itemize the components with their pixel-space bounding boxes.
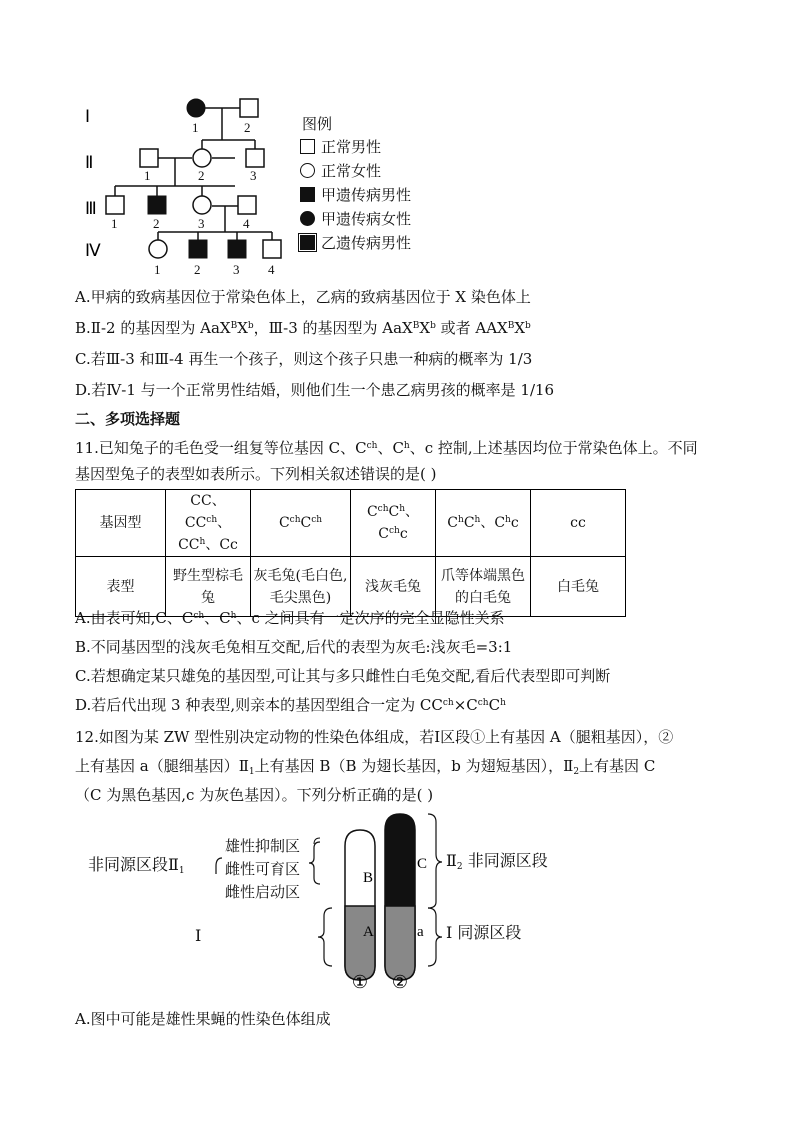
svg-text:2: 2 <box>153 216 160 231</box>
q12-stem-line3: （C 为黑色基因,c 为灰色基因）。下列分析正确的是( ) <box>75 786 434 804</box>
bordered-square-icon <box>300 235 315 250</box>
III-1-normal-male <box>106 196 124 214</box>
table-cell: 白毛兔 <box>531 557 626 617</box>
gen-label-II: Ⅱ <box>85 153 94 172</box>
svg-text:3: 3 <box>233 262 240 277</box>
sub-label-fertility: 雌性可育区 <box>225 860 301 878</box>
IV-1-normal-female <box>149 240 167 258</box>
left-sub-labels <box>225 835 300 904</box>
legend-item-a-female <box>300 208 411 229</box>
table-cell: CC、$CC^{ch}$、 $CC^h$、Cc <box>166 490 251 557</box>
legend-label: 正常女性 <box>321 162 382 180</box>
legend-label: 甲遗传病女性 <box>321 210 412 228</box>
left-lower-label: Ⅰ <box>195 926 202 945</box>
q11-option-d: D.若后代出现 3 种表型,则亲本的基因型组合一定为 $CC^{ch}\times C^{ch}C^h$ <box>75 696 506 714</box>
I-1-affected-female <box>187 99 205 117</box>
legend-label: 甲遗传病男性 <box>321 186 412 204</box>
gen-label-III: Ⅲ <box>85 199 97 218</box>
svg-text:1: 1 <box>154 262 161 277</box>
right-lower-label: Ⅰ 同源区段 <box>446 923 522 942</box>
table-row-genotype <box>76 490 626 557</box>
q10-option-c: C.若Ⅲ-3 和Ⅲ-4 再生一个孩子，则这个孩子只患一种病的概率为 1/3 <box>75 350 533 368</box>
open-circle-icon <box>300 163 315 178</box>
gene-A: A <box>363 924 374 940</box>
II-3-normal-male <box>246 149 264 167</box>
table-cell: $C^{ch}C^{ch}$ <box>251 490 351 557</box>
legend-label: 正常男性 <box>321 138 382 156</box>
table-cell: $C^{ch}C^h$、$C^{ch}c$ <box>351 490 436 557</box>
table-cell: 爪等体端黑色的白毛兔 <box>436 557 531 617</box>
gen-label-I: Ⅰ <box>85 107 91 126</box>
q10-option-b: B.Ⅱ-2 的基因型为 $AaX^BX^b$，Ⅲ-3 的基因型为 $AaX^BX^b$ 或者 $AAX^BX^b$ <box>75 319 531 337</box>
I-2-normal-male <box>240 99 258 117</box>
II-2-normal-female <box>193 149 211 167</box>
svg-text:3: 3 <box>250 168 257 183</box>
svg-text:2: 2 <box>198 168 205 183</box>
filled-square-icon <box>300 187 315 202</box>
svg-text:1: 1 <box>111 216 118 231</box>
legend-item-a-male <box>300 184 411 205</box>
q12-stem-line2: 上有基因 a（腿细基因）$Ⅱ_1$上有基因 B（B 为翅长基因，b 为翅短基因），$Ⅱ_2$上有基因 C <box>75 757 656 777</box>
sub-label-suppression: 雄性抑制区 <box>225 837 301 855</box>
left-region-label: 非同源区段$Ⅱ_1$ <box>88 855 185 876</box>
gene-C: C <box>417 856 428 872</box>
q12-option-a: A.图中可能是雄性果蝇的性染色体组成 <box>75 1010 331 1028</box>
gene-B: B <box>363 870 374 886</box>
legend-item-normal-male <box>300 136 381 157</box>
chromosome-diagram <box>80 808 560 993</box>
q11-stem-line1: 11.已知兔子的毛色受一组复等位基因 C、$C^{ch}$、$C^h$、c 控制,上述基因均位于常染色体上。不同 <box>75 439 698 457</box>
chrom-number-1: ① <box>351 972 369 993</box>
q10-option-a: A.甲病的致病基因位于常染色体上，乙病的致病基因位于 X 染色体上 <box>75 288 531 306</box>
q11-option-c: C.若想确定某只雄兔的基因型,可让其与多只雌性白毛兔交配,看后代表型即可判断 <box>75 667 611 685</box>
legend-label: 乙遗传病男性 <box>321 234 412 252</box>
row-header: 表型 <box>76 557 166 617</box>
svg-text:2: 2 <box>194 262 201 277</box>
q11-stem-line2: 基因型兔子的表型如表所示。下列相关叙述错误的是( ) <box>75 465 437 483</box>
section-title: 二、多项选择题 <box>75 410 181 428</box>
genotype-table <box>75 489 626 617</box>
svg-text:2: 2 <box>244 120 251 135</box>
open-square-icon <box>300 139 315 154</box>
table-cell: 浅灰毛兔 <box>351 557 436 617</box>
svg-text:4: 4 <box>268 262 275 277</box>
svg-text:3: 3 <box>198 216 205 231</box>
IV-2-affected-male <box>189 240 207 258</box>
q10-option-d: D.若Ⅳ-1 与一个正常男性结婚，则他们生一个患乙病男孩的概率是 1/16 <box>75 381 555 399</box>
row-header: 基因型 <box>76 490 166 557</box>
gen-label-IV: Ⅳ <box>85 241 101 260</box>
table-cell: 野生型棕毛兔 <box>166 557 251 617</box>
IV-3-affected-male <box>228 240 246 258</box>
svg-text:1: 1 <box>144 168 151 183</box>
table-cell: $C^hC^h$、$C^hc$ <box>436 490 531 557</box>
right-upper-label: $Ⅱ_2$ 非同源区段 <box>446 851 548 872</box>
sub-label-initiation: 雌性启动区 <box>225 883 301 901</box>
q12-stem-line1: 12.如图为某 ZW 型性别决定动物的性染色体组成，若Ⅰ区段①上有基因 A（腿粗基因），② <box>75 728 674 746</box>
table-cell: 灰毛兔(毛白色,毛尖黑色) <box>251 557 351 617</box>
III-2-affected-male <box>148 196 166 214</box>
svg-text:1: 1 <box>192 120 199 135</box>
legend-item-b-male <box>300 232 411 253</box>
legend-item-normal-female <box>300 160 381 181</box>
IV-4-normal-male <box>263 240 281 258</box>
III-4-normal-male <box>238 196 256 214</box>
svg-text:4: 4 <box>243 216 250 231</box>
legend-title: 图例 <box>302 115 333 133</box>
II-1-normal-male <box>140 149 158 167</box>
chromosome-2-homologous <box>385 906 415 980</box>
chrom-number-2: ② <box>391 972 409 993</box>
gene-a: a <box>417 924 424 940</box>
III-3-normal-female <box>193 196 211 214</box>
chromosome-1-homologous <box>345 906 375 980</box>
q11-option-a: A.由表可知,C、$C^{ch}$、$C^h$、c 之间具有一定次序的完全显隐性关系 <box>75 609 505 627</box>
q11-option-b: B.不同基因型的浅灰毛兔相互交配,后代的表型为灰毛:浅灰毛=3:1 <box>75 638 513 656</box>
table-cell: cc <box>531 490 626 557</box>
filled-circle-icon <box>300 211 315 226</box>
